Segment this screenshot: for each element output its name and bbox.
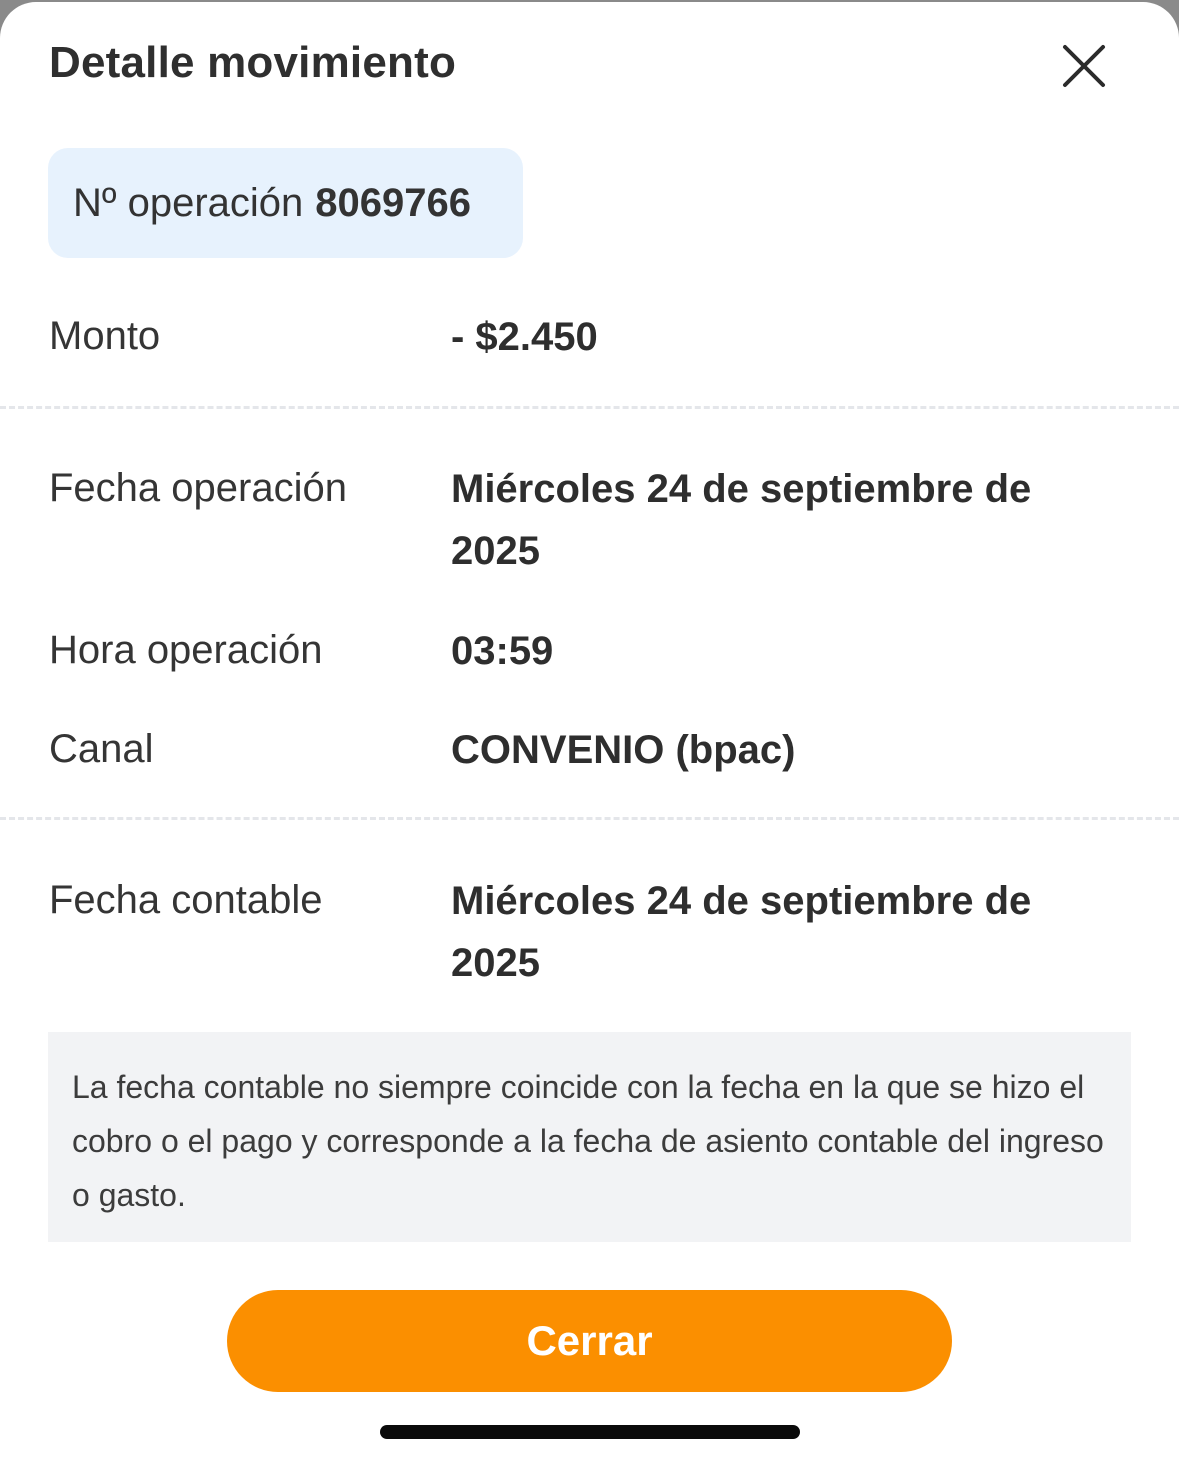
section-divider [0,817,1179,820]
fecha-contable-label: Fecha contable [49,878,323,922]
sheet-title: Detalle movimiento [49,38,457,87]
fecha-operacion-label: Fecha operación [49,466,347,510]
cerrar-button[interactable]: Cerrar [227,1290,952,1392]
hora-operacion-value: 03:59 [451,629,554,673]
close-button[interactable] [1058,40,1110,92]
accounting-date-note: La fecha contable no siempre coincide con la fecha en la que se hizo el cobro o el pago y corresponde a la fecha de asiento contable del ingreso o gasto. [48,1032,1131,1242]
operation-number-chip [48,148,523,258]
canal-label: Canal [49,727,154,771]
canal-value: CONVENIO (bpac) [451,728,796,772]
fecha-operacion-value: Miércoles 24 de septiembre de 2025 [451,467,1032,573]
monto-value: - $2.450 [451,315,598,359]
monto-label: Monto [49,314,161,358]
operation-number-label: Nº operación [73,180,304,225]
movement-detail-sheet [0,2,1179,1462]
fecha-contable-value: Miércoles 24 de septiembre de 2025 [451,879,1032,985]
hora-operacion-label: Hora operación [49,628,323,672]
operation-number-value: 8069766 [315,180,472,225]
section-divider [0,406,1179,409]
home-indicator [380,1425,800,1439]
close-icon [1058,40,1110,92]
